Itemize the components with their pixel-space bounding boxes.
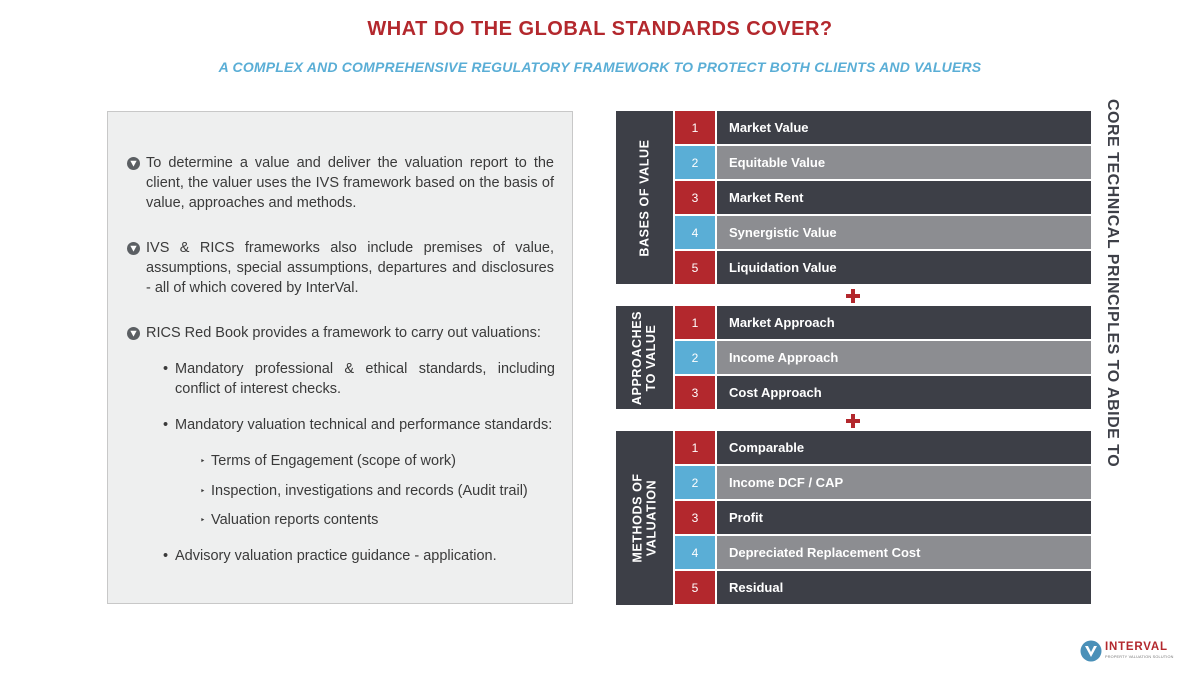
row-number: 4	[675, 536, 715, 569]
bullet-ivs-rics	[127, 238, 554, 298]
row-number: 3	[675, 501, 715, 534]
sub-sub-bullet-text: Terms of Engagement (scope of work)	[211, 453, 456, 469]
row-income-approach	[675, 341, 1091, 374]
bullet-text: RICS Red Book provides a framework to carry out valuations:	[146, 325, 541, 341]
sub-sub-bullet-inspection	[200, 481, 560, 501]
page-title: WHAT DO THE GLOBAL STANDARDS COVER?	[367, 18, 833, 40]
interval-bullet-icon	[127, 157, 140, 170]
sub-sub-bullet-text: Valuation reports contents	[211, 512, 379, 528]
row-number: 1	[675, 306, 715, 339]
row-label: Synergistic Value	[717, 216, 1091, 249]
row-market-value	[675, 111, 1091, 144]
row-label: Equitable Value	[717, 146, 1091, 179]
row-number: 2	[675, 341, 715, 374]
row-number: 2	[675, 146, 715, 179]
row-number: 3	[675, 376, 715, 409]
group-label-line: VALUATION	[644, 479, 659, 557]
sub-bullet-professional	[163, 359, 555, 399]
group-label-bases-of-value	[616, 111, 673, 284]
row-label: Cost Approach	[717, 376, 1091, 409]
sub-bullet-text: Mandatory professional & ethical standards, including conflict of interest checks.	[175, 361, 555, 397]
bullet-dot: •	[163, 417, 169, 433]
bullet-dot: •	[163, 548, 169, 564]
group-label-text: BASES OF VALUE	[637, 138, 652, 257]
side-label-text: CORE TECHNICAL PRINCIPLES TO ABIDE TO	[1104, 99, 1121, 468]
group-label-text	[631, 473, 659, 562]
sub-bullet-technical	[163, 415, 555, 435]
row-number: 1	[675, 431, 715, 464]
group-label-line: APPROACHES	[630, 310, 645, 405]
row-residual	[675, 571, 1091, 604]
row-number: 5	[675, 571, 715, 604]
bullet-ivs-framework	[127, 153, 554, 213]
sub-bullet-advisory	[163, 546, 555, 566]
group-label-text	[631, 310, 659, 404]
row-profit	[675, 501, 1091, 534]
row-number: 4	[675, 216, 715, 249]
row-market-rent	[675, 181, 1091, 214]
row-label: Market Approach	[717, 306, 1091, 339]
logo-tagline: PROPERTY VALUATION SOLUTION	[1105, 655, 1174, 659]
interval-bullet-icon	[127, 327, 140, 340]
group-label-approaches-to-value	[616, 306, 673, 409]
row-number: 5	[675, 251, 715, 284]
row-market-approach	[675, 306, 1091, 339]
interval-bullet-icon	[127, 242, 140, 255]
bullet-text: To determine a value and deliver the valuation report to the client, the valuer uses the IVS framework based on the basis of value, approaches and methods.	[146, 155, 554, 211]
row-cost-approach	[675, 376, 1091, 409]
arrow-marker: ‣	[200, 456, 206, 466]
row-label: Income Approach	[717, 341, 1091, 374]
bullet-dot: •	[163, 361, 169, 377]
group-label-methods-of-valuation	[616, 431, 673, 605]
row-equitable-value	[675, 146, 1091, 179]
row-liquidation-value	[675, 251, 1091, 284]
row-label: Income DCF / CAP	[717, 466, 1091, 499]
sub-sub-bullet-terms	[200, 451, 560, 471]
sub-sub-bullet-text: Inspection, investigations and records (Audit trail)	[211, 483, 528, 499]
arrow-marker: ‣	[200, 486, 206, 496]
row-label: Depreciated Replacement Cost	[717, 536, 1091, 569]
row-label: Market Value	[717, 111, 1091, 144]
arrow-marker: ‣	[200, 515, 206, 525]
sub-bullet-text: Advisory valuation practice guidance - application.	[175, 548, 497, 564]
row-synergistic-value	[675, 216, 1091, 249]
bullet-text: IVS & RICS frameworks also include premises of value, assumptions, special assumptions, departures and disclosures - all of which covered by InterVal.	[146, 240, 554, 296]
sub-sub-bullet-reports	[200, 510, 560, 530]
standards-text-panel	[107, 111, 573, 604]
sub-bullet-text: Mandatory valuation technical and performance standards:	[175, 417, 553, 433]
bullet-rics-red-book	[127, 323, 554, 343]
row-number: 3	[675, 181, 715, 214]
core-principles-side-label	[1100, 99, 1124, 468]
group-label-line: METHODS OF	[630, 473, 645, 563]
logo-name: INTERVAL	[1105, 641, 1168, 653]
row-label: Comparable	[717, 431, 1091, 464]
row-number: 2	[675, 466, 715, 499]
interval-logo	[1080, 638, 1180, 666]
row-label: Market Rent	[717, 181, 1091, 214]
row-number: 1	[675, 111, 715, 144]
interval-logo-icon	[1080, 640, 1102, 662]
row-label: Residual	[717, 571, 1091, 604]
row-label: Liquidation Value	[717, 251, 1091, 284]
plus-icon	[846, 289, 860, 303]
group-label-line: TO VALUE	[644, 324, 659, 391]
row-depreciated-replacement-cost	[675, 536, 1091, 569]
row-income-dcf-cap	[675, 466, 1091, 499]
row-comparable	[675, 431, 1091, 464]
page-subtitle: A COMPLEX AND COMPREHENSIVE REGULATORY FRAMEWORK TO PROTECT BOTH CLIENTS AND VALUERS	[218, 59, 982, 75]
plus-icon	[846, 414, 860, 428]
row-label: Profit	[717, 501, 1091, 534]
